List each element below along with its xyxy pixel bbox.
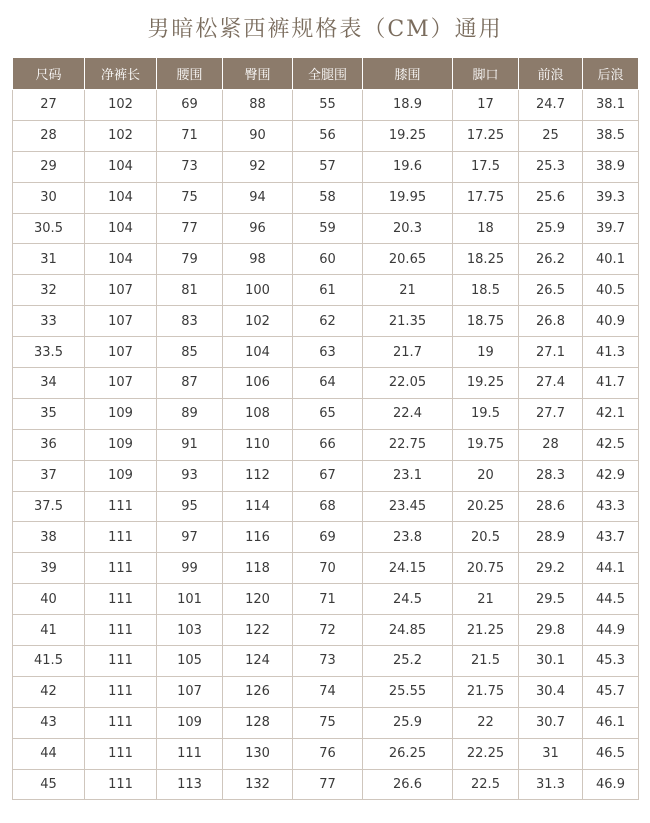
table-cell: 18.25: [453, 244, 519, 275]
table-cell: 19.25: [363, 120, 453, 151]
table-cell: 45.7: [583, 676, 639, 707]
table-cell: 42.9: [583, 460, 639, 491]
table-cell: 28.6: [519, 491, 583, 522]
table-cell: 21.35: [363, 306, 453, 337]
table-cell: 90: [223, 120, 293, 151]
table-cell: 30.5: [13, 213, 85, 244]
table-cell: 24.5: [363, 584, 453, 615]
table-cell: 69: [293, 522, 363, 553]
table-cell: 45.3: [583, 646, 639, 677]
table-cell: 67: [293, 460, 363, 491]
table-cell: 96: [223, 213, 293, 244]
table-cell: 105: [157, 646, 223, 677]
table-cell: 20.3: [363, 213, 453, 244]
table-cell: 35: [13, 398, 85, 429]
table-cell: 40.5: [583, 275, 639, 306]
table-cell: 56: [293, 120, 363, 151]
table-cell: 109: [85, 398, 157, 429]
table-cell: 60: [293, 244, 363, 275]
table-cell: 33.5: [13, 337, 85, 368]
table-cell: 85: [157, 337, 223, 368]
table-row: [13, 182, 639, 213]
table-cell: 118: [223, 553, 293, 584]
header-cell: 全腿围: [293, 58, 363, 90]
table-row: [13, 615, 639, 646]
table-cell: 75: [293, 707, 363, 738]
table-cell: 26.25: [363, 738, 453, 769]
table-cell: 104: [85, 213, 157, 244]
table-cell: 68: [293, 491, 363, 522]
table-cell: 130: [223, 738, 293, 769]
table-row: [13, 584, 639, 615]
table-cell: 58: [293, 182, 363, 213]
header-cell: 净裤长: [85, 58, 157, 90]
table-cell: 20: [453, 460, 519, 491]
table-cell: 38.1: [583, 90, 639, 121]
table-header-row: [13, 58, 639, 90]
table-cell: 111: [85, 676, 157, 707]
table-cell: 18: [453, 213, 519, 244]
table-cell: 37.5: [13, 491, 85, 522]
table-cell: 17: [453, 90, 519, 121]
table-cell: 42.5: [583, 429, 639, 460]
header-cell: 腰围: [157, 58, 223, 90]
table-cell: 111: [85, 553, 157, 584]
table-row: [13, 398, 639, 429]
table-cell: 17.25: [453, 120, 519, 151]
table-cell: 28.9: [519, 522, 583, 553]
table-body: [13, 90, 639, 800]
table-cell: 29.2: [519, 553, 583, 584]
table-cell: 27.1: [519, 337, 583, 368]
table-cell: 70: [293, 553, 363, 584]
table-cell: 26.8: [519, 306, 583, 337]
table-cell: 111: [85, 491, 157, 522]
table-cell: 91: [157, 429, 223, 460]
table-cell: 41.5: [13, 646, 85, 677]
table-cell: 24.15: [363, 553, 453, 584]
table-cell: 27.7: [519, 398, 583, 429]
table-cell: 24.7: [519, 90, 583, 121]
table-cell: 102: [85, 90, 157, 121]
table-cell: 107: [85, 306, 157, 337]
table-cell: 32: [13, 275, 85, 306]
table-cell: 111: [85, 615, 157, 646]
table-cell: 29: [13, 151, 85, 182]
table-cell: 46.9: [583, 769, 639, 800]
table-cell: 104: [223, 337, 293, 368]
table-cell: 44.5: [583, 584, 639, 615]
table-cell: 62: [293, 306, 363, 337]
table-cell: 112: [223, 460, 293, 491]
table-cell: 25.9: [363, 707, 453, 738]
table-cell: 34: [13, 368, 85, 399]
table-cell: 109: [157, 707, 223, 738]
table-row: [13, 460, 639, 491]
table-cell: 23.1: [363, 460, 453, 491]
table-cell: 25.55: [363, 676, 453, 707]
table-cell: 27: [13, 90, 85, 121]
table-cell: 128: [223, 707, 293, 738]
table-cell: 111: [85, 646, 157, 677]
table-cell: 22.25: [453, 738, 519, 769]
table-cell: 107: [85, 275, 157, 306]
table-cell: 95: [157, 491, 223, 522]
table-row: [13, 213, 639, 244]
table-cell: 19.95: [363, 182, 453, 213]
table-row: [13, 491, 639, 522]
table-row: [13, 553, 639, 584]
table-cell: 106: [223, 368, 293, 399]
table-cell: 39.3: [583, 182, 639, 213]
table-cell: 89: [157, 398, 223, 429]
table-cell: 22: [453, 707, 519, 738]
table-cell: 19: [453, 337, 519, 368]
table-row: [13, 429, 639, 460]
table-cell: 71: [157, 120, 223, 151]
table-cell: 39: [13, 553, 85, 584]
table-cell: 25.3: [519, 151, 583, 182]
table-cell: 19.25: [453, 368, 519, 399]
header-cell: 膝围: [363, 58, 453, 90]
table-cell: 31: [13, 244, 85, 275]
table-cell: 77: [157, 213, 223, 244]
table-row: [13, 90, 639, 121]
table-cell: 20.75: [453, 553, 519, 584]
table-cell: 44.9: [583, 615, 639, 646]
table-cell: 22.4: [363, 398, 453, 429]
header-cell: 尺码: [13, 58, 85, 90]
table-cell: 41.7: [583, 368, 639, 399]
table-cell: 43.7: [583, 522, 639, 553]
table-cell: 116: [223, 522, 293, 553]
table-cell: 93: [157, 460, 223, 491]
table-cell: 19.75: [453, 429, 519, 460]
header-cell: 臀围: [223, 58, 293, 90]
table-cell: 100: [223, 275, 293, 306]
table-cell: 107: [157, 676, 223, 707]
table-cell: 19.6: [363, 151, 453, 182]
table-cell: 44: [13, 738, 85, 769]
table-cell: 126: [223, 676, 293, 707]
table-cell: 109: [85, 460, 157, 491]
table-cell: 103: [157, 615, 223, 646]
table-cell: 120: [223, 584, 293, 615]
size-chart-table: [12, 57, 639, 800]
table-row: [13, 646, 639, 677]
table-cell: 30.7: [519, 707, 583, 738]
table-cell: 38.5: [583, 120, 639, 151]
table-cell: 111: [85, 707, 157, 738]
table-cell: 71: [293, 584, 363, 615]
table-cell: 88: [223, 90, 293, 121]
table-cell: 38.9: [583, 151, 639, 182]
table-cell: 18.75: [453, 306, 519, 337]
table-cell: 111: [85, 522, 157, 553]
table-cell: 41.3: [583, 337, 639, 368]
table-cell: 61: [293, 275, 363, 306]
table-cell: 101: [157, 584, 223, 615]
table-cell: 94: [223, 182, 293, 213]
table-cell: 74: [293, 676, 363, 707]
table-row: [13, 120, 639, 151]
table-cell: 30.1: [519, 646, 583, 677]
table-cell: 102: [85, 120, 157, 151]
table-cell: 97: [157, 522, 223, 553]
table-cell: 73: [293, 646, 363, 677]
table-cell: 20.25: [453, 491, 519, 522]
table-cell: 20.65: [363, 244, 453, 275]
table-cell: 79: [157, 244, 223, 275]
header-cell: 后浪: [583, 58, 639, 90]
table-cell: 76: [293, 738, 363, 769]
table-cell: 122: [223, 615, 293, 646]
table-cell: 65: [293, 398, 363, 429]
table-cell: 24.85: [363, 615, 453, 646]
table-cell: 111: [85, 584, 157, 615]
table-cell: 73: [157, 151, 223, 182]
table-cell: 42: [13, 676, 85, 707]
table-cell: 21.75: [453, 676, 519, 707]
table-cell: 107: [85, 368, 157, 399]
table-cell: 111: [85, 738, 157, 769]
table-cell: 21.25: [453, 615, 519, 646]
table-cell: 110: [223, 429, 293, 460]
table-cell: 25.6: [519, 182, 583, 213]
table-cell: 111: [157, 738, 223, 769]
table-cell: 41: [13, 615, 85, 646]
table-cell: 28: [13, 120, 85, 151]
table-cell: 107: [85, 337, 157, 368]
table-cell: 108: [223, 398, 293, 429]
table-cell: 124: [223, 646, 293, 677]
table-cell: 18.5: [453, 275, 519, 306]
table-cell: 59: [293, 213, 363, 244]
table-cell: 26.6: [363, 769, 453, 800]
table-cell: 45: [13, 769, 85, 800]
table-cell: 21.5: [453, 646, 519, 677]
table-cell: 25: [519, 120, 583, 151]
table-cell: 132: [223, 769, 293, 800]
table-cell: 18.9: [363, 90, 453, 121]
table-cell: 39.7: [583, 213, 639, 244]
table-cell: 27.4: [519, 368, 583, 399]
table-cell: 104: [85, 182, 157, 213]
table-cell: 109: [85, 429, 157, 460]
table-cell: 113: [157, 769, 223, 800]
table-cell: 28.3: [519, 460, 583, 491]
table-cell: 36: [13, 429, 85, 460]
table-cell: 98: [223, 244, 293, 275]
table-cell: 81: [157, 275, 223, 306]
table-cell: 102: [223, 306, 293, 337]
table-cell: 25.2: [363, 646, 453, 677]
table-cell: 26.2: [519, 244, 583, 275]
table-cell: 46.1: [583, 707, 639, 738]
table-row: [13, 244, 639, 275]
table-cell: 46.5: [583, 738, 639, 769]
table-cell: 75: [157, 182, 223, 213]
table-cell: 22.05: [363, 368, 453, 399]
table-cell: 77: [293, 769, 363, 800]
table-row: [13, 676, 639, 707]
table-cell: 17.75: [453, 182, 519, 213]
table-cell: 63: [293, 337, 363, 368]
table-cell: 87: [157, 368, 223, 399]
table-cell: 42.1: [583, 398, 639, 429]
header-cell: 前浪: [519, 58, 583, 90]
table-cell: 17.5: [453, 151, 519, 182]
table-cell: 33: [13, 306, 85, 337]
table-cell: 43: [13, 707, 85, 738]
table-row: [13, 368, 639, 399]
table-cell: 40.9: [583, 306, 639, 337]
table-cell: 40: [13, 584, 85, 615]
table-cell: 104: [85, 244, 157, 275]
table-cell: 22.75: [363, 429, 453, 460]
table-row: [13, 306, 639, 337]
table-cell: 83: [157, 306, 223, 337]
table-row: [13, 275, 639, 306]
table-cell: 30.4: [519, 676, 583, 707]
table-cell: 26.5: [519, 275, 583, 306]
table-cell: 21: [453, 584, 519, 615]
table-cell: 23.8: [363, 522, 453, 553]
table-cell: 99: [157, 553, 223, 584]
table-row: [13, 522, 639, 553]
table-cell: 64: [293, 368, 363, 399]
table-cell: 92: [223, 151, 293, 182]
table-row: [13, 707, 639, 738]
header-cell: 脚口: [453, 58, 519, 90]
table-cell: 30: [13, 182, 85, 213]
table-cell: 55: [293, 90, 363, 121]
table-cell: 69: [157, 90, 223, 121]
table-cell: 25.9: [519, 213, 583, 244]
table-row: [13, 769, 639, 800]
table-cell: 104: [85, 151, 157, 182]
table-cell: 21.7: [363, 337, 453, 368]
table-cell: 38: [13, 522, 85, 553]
table-cell: 111: [85, 769, 157, 800]
table-cell: 29.8: [519, 615, 583, 646]
table-cell: 31: [519, 738, 583, 769]
table-cell: 57: [293, 151, 363, 182]
table-cell: 19.5: [453, 398, 519, 429]
page-title: 男暗松紧西裤规格表（CM）通用: [147, 17, 503, 42]
table-row: [13, 337, 639, 368]
table-cell: 23.45: [363, 491, 453, 522]
table-cell: 21: [363, 275, 453, 306]
table-cell: 66: [293, 429, 363, 460]
table-cell: 114: [223, 491, 293, 522]
table-cell: 40.1: [583, 244, 639, 275]
table-cell: 72: [293, 615, 363, 646]
table-cell: 28: [519, 429, 583, 460]
table-cell: 44.1: [583, 553, 639, 584]
table-cell: 31.3: [519, 769, 583, 800]
table-cell: 43.3: [583, 491, 639, 522]
table-row: [13, 151, 639, 182]
table-cell: 22.5: [453, 769, 519, 800]
table-cell: 37: [13, 460, 85, 491]
table-row: [13, 738, 639, 769]
table-cell: 29.5: [519, 584, 583, 615]
table-cell: 20.5: [453, 522, 519, 553]
